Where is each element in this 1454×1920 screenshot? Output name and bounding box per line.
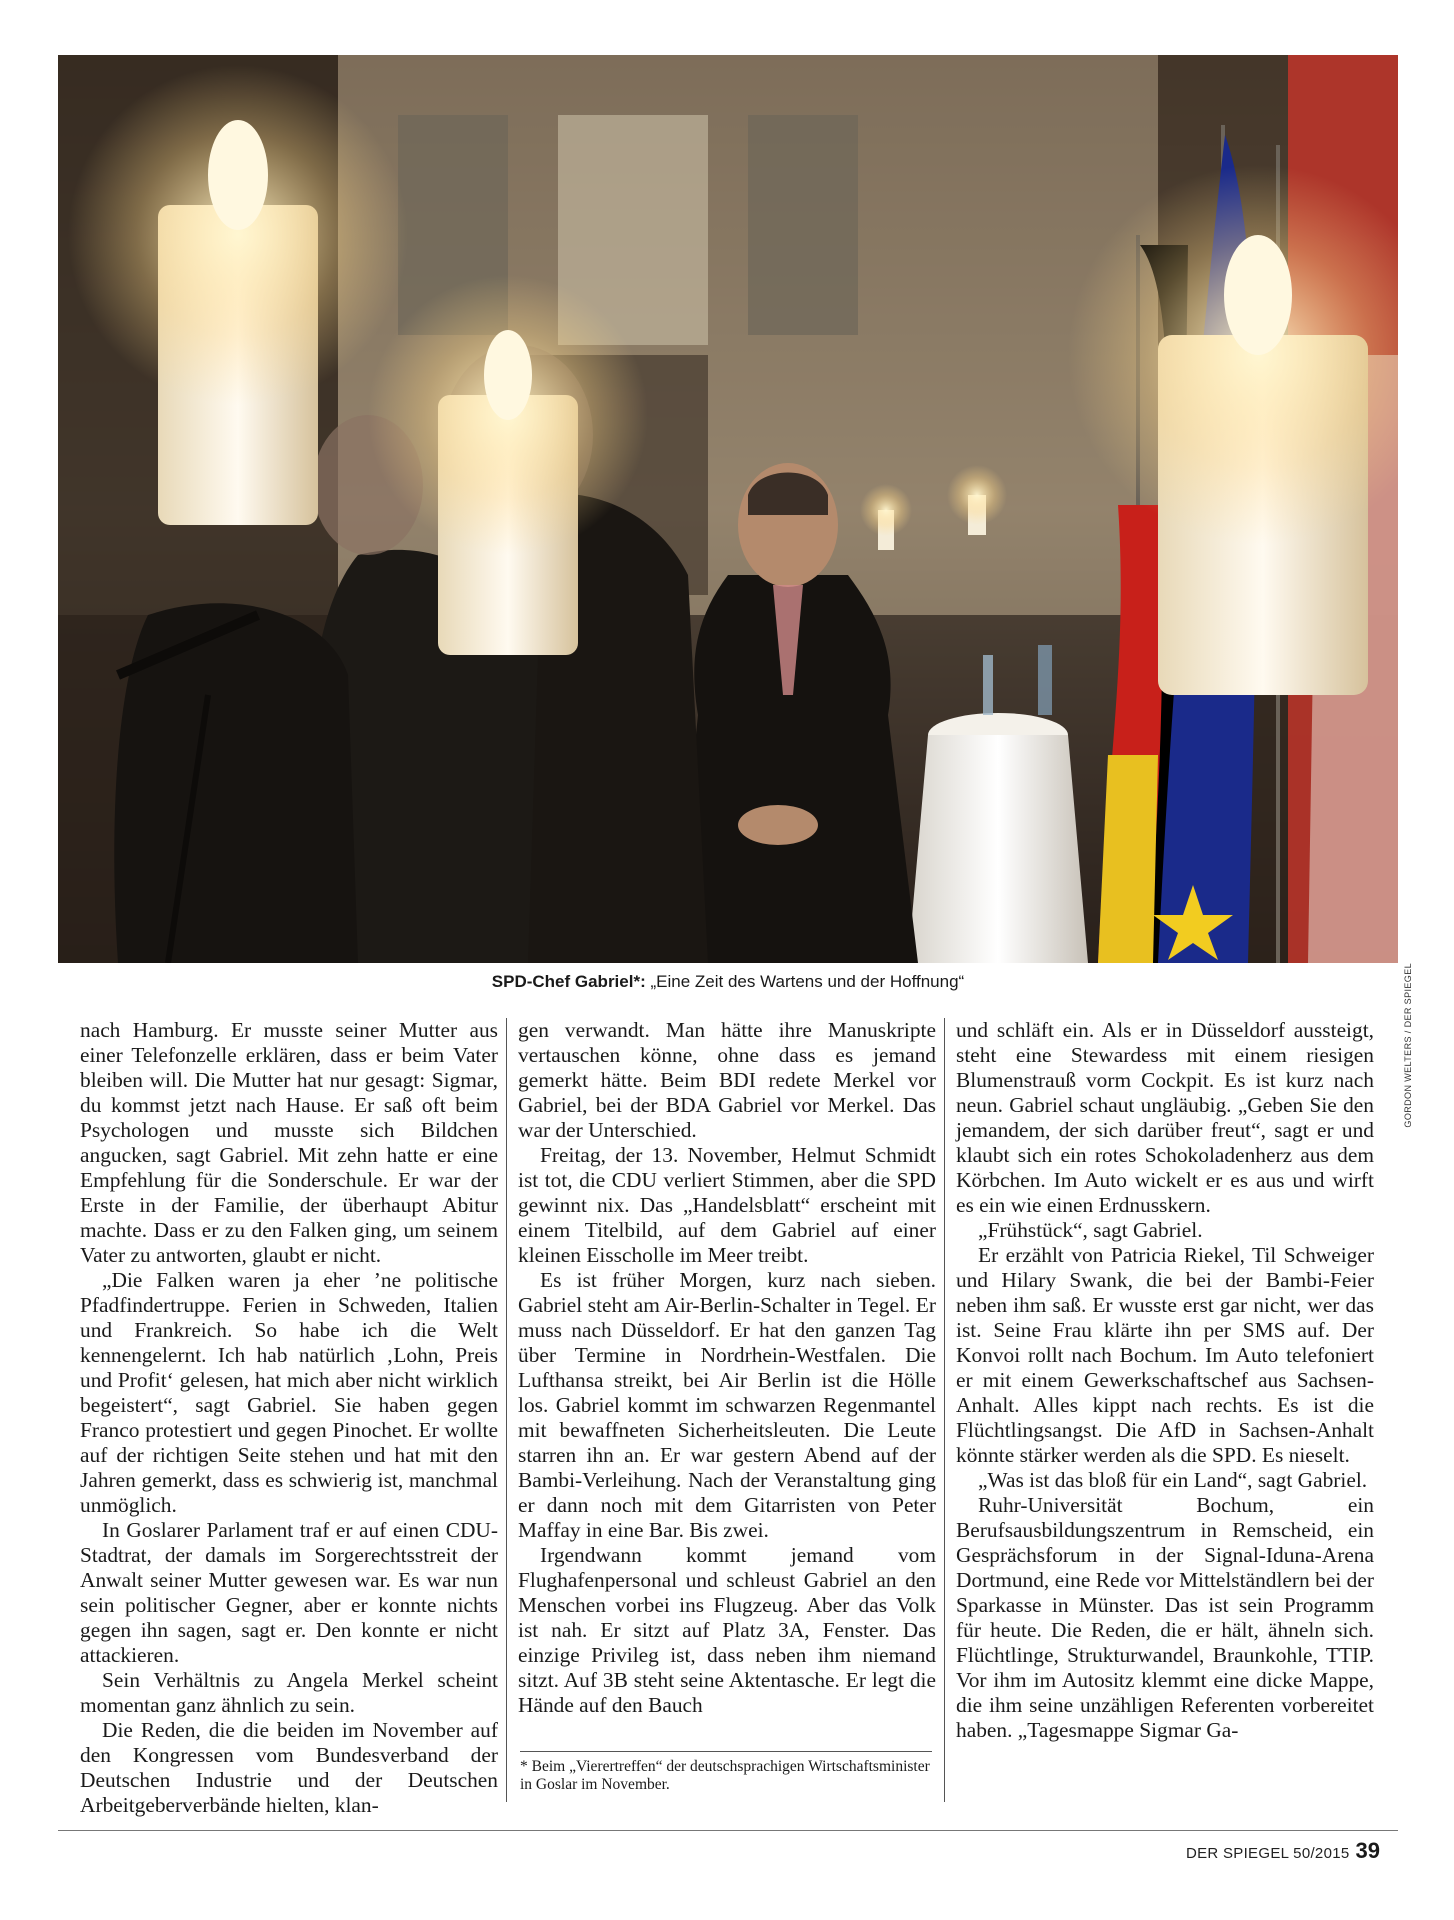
publication-info: DER SPIEGEL 50/2015 [1185, 1845, 1350, 1862]
paragraph: „Die Falken waren ja eher ’ne politische Pfadfindertruppe. Ferien in Schweden, Italien und Frankreich. So habe ich die Welt kennengelernt. Ich hab natürlich ‚Lohn, Preis und Profit‘ gelesen, hat mich aber nicht wirklich begeistert“, sagt Gabriel. Sie haben gegen Franco protestiert und gegen Pinochet. Er wollte auf der richtigen Seite stehen und hat mit den Jahren gemerkt, dass es schwierig ist, manchmal unmöglich. [80, 1268, 498, 1517]
paragraph: „Was ist das bloß für ein Land“, sagt Gabriel. [978, 1468, 1368, 1492]
article-photo [58, 55, 1398, 963]
paragraph: nach Hamburg. Er musste seiner Mutter aus einer Telefonzelle erklären, dass er beim Vater bleiben will. Die Mutter hat nur gesagt: Sigmar, du kommst jetzt nach Hause. Er saß oft beim Psychologen und musste sich Bildchen angucken, sagt Gabriel. Mit zehn hatte er eine Empfehlung für die Sonderschule. Er war der Erste in der Familie, der überhaupt Abitur machte. Dass er zu den Falken ging, um seinem Vater zu antworten, glaubt er nicht. [80, 1018, 498, 1267]
footnote-divider [520, 1751, 932, 1752]
paragraph: Irgendwann kommt jemand vom Flughafenpersonal und schleust Gabriel an den Menschen vorbei ins Flugzeug. Aber das Volk ist nah. Er sitzt auf Platz 3A, Fenster. Das einzige Privileg ist, dass neben ihm niemand sitzt. Auf 3B steht seine Aktentasche. Er legt die Hände auf den Bauch [518, 1543, 936, 1717]
paragraph: „Frühstück“, sagt Gabriel. [978, 1218, 1203, 1242]
article-column-3 [956, 1018, 1374, 1743]
article-column-2 [518, 1018, 936, 1718]
paragraph: Sein Verhältnis zu Angela Merkel scheint momentan ganz ähnlich zu sein. [80, 1668, 498, 1717]
photo-credit: GORDON WELTERS / DER SPIEGEL [1403, 963, 1413, 1128]
column-rule [506, 1018, 507, 1802]
photo-caption [58, 972, 1398, 992]
article-column-1 [80, 1018, 498, 1818]
paragraph: und schläft ein. Als er in Düsseldorf aussteigt, steht eine Stewardess mit einem riesigen Blumenstrauß vorm Cockpit. Es ist kurz nach neun. Gabriel schaut ungläubig. „Geben Sie den jemandem, der sich darüber freut“, sagt er und klaubt sich ein rotes Schokoladenherz aus dem Körbchen. Im Auto wickelt er es aus und wirft es ein wie einen Erdnusskern. [956, 1018, 1374, 1217]
page-number: 39 [1355, 1838, 1380, 1863]
footnote: * Beim „Vierertreffen“ der deutschsprachigen Wirtschaftsminister in Goslar im November. [520, 1758, 930, 1793]
paragraph: Er erzählt von Patricia Riekel, Til Schweiger und Hilary Swank, die bei der Bambi-Feier neben ihm saß. Er wusste erst gar nicht, wer das ist. Seine Frau klärte ihn per SMS auf. Der Konvoi rollt nach Bochum. Im Auto telefoniert er mit einem Gewerkschaftschef aus Sachsen-Anhalt. Alles kippt nach rechts. Es ist die Flüchtlingsangst. Die AfD in Sachsen-Anhalt könnte stärker werden als die SPD. Es nieselt. [956, 1243, 1374, 1467]
page-footer [0, 1838, 1380, 1864]
paragraph: Ruhr-Universität Bochum, ein Berufsausbildungszentrum in Remscheid, ein Gesprächsforum in der Signal-Iduna-Arena Dortmund, eine Rede vor Mittelständlern bei der Sparkasse in Münster. Das ist sein Programm für heute. Die Reden, die er hält, ähneln sich. Flüchtlinge, Strukturwandel, Braunkohle, TTIP. Vor ihm im Autositz klemmt eine dicke Mappe, die ihm seine unzähligen Referenten vorbereitet haben. „Tagesmappe Sigmar Ga- [956, 1493, 1374, 1742]
paragraph: Die Reden, die die beiden im November auf den Kongressen vom Bundesverband der Deutschen Industrie und der Deutschen Arbeitgeberverbände hielten, klan- [80, 1718, 498, 1817]
paragraph: Freitag, der 13. November, Helmut Schmidt ist tot, die CDU verliert Stimmen, aber die SPD gewinnt nix. Das „Handelsblatt“ erscheint mit einem Titelbild, auf dem Gabriel auf einer kleinen Eisscholle im Meer treibt. [518, 1143, 936, 1267]
caption-bold: SPD-Chef Gabriel*: [491, 972, 646, 991]
paragraph: Es ist früher Morgen, kurz nach sieben. Gabriel steht am Air-Berlin-Schalter in Tegel. Er muss nach Düsseldorf. Er hat den ganzen Tag über Termine in Nordrhein-Westfalen. Die Lufthansa streikt, bei Air Berlin ist die Hölle los. Gabriel kommt im schwarzen Regenmantel mit bewaffneten Sicherheitsleuten. Die Leute starren ihn an. Er war gestern Abend auf der Bambi-Verleihung. Nach der Veranstaltung ging er dann noch mit dem Gitarristen von Peter Maffay in eine Bar. Bis zwei. [518, 1268, 936, 1542]
caption-text: „Eine Zeit des Wartens und der Hoffnung“ [650, 972, 965, 991]
photo-illustration [58, 55, 1398, 963]
paragraph: gen verwandt. Man hätte ihre Manuskripte vertauschen könne, ohne dass es jemand gemerkt hätte. Beim BDI redete Merkel vor Gabriel, bei der BDA Gabriel vor Merkel. Das war der Unterschied. [518, 1018, 936, 1142]
footer-divider [58, 1830, 1398, 1831]
column-rule [944, 1018, 945, 1802]
paragraph: In Goslarer Parlament traf er auf einen CDU-Stadtrat, der damals im Sorgerechtsstreit der Anwalt seiner Mutter gewesen war. Es war nun sein politischer Gegner, aber er konnte nichts gegen ihn sagen, sagt er. Den konnte er nicht attackieren. [80, 1518, 498, 1667]
